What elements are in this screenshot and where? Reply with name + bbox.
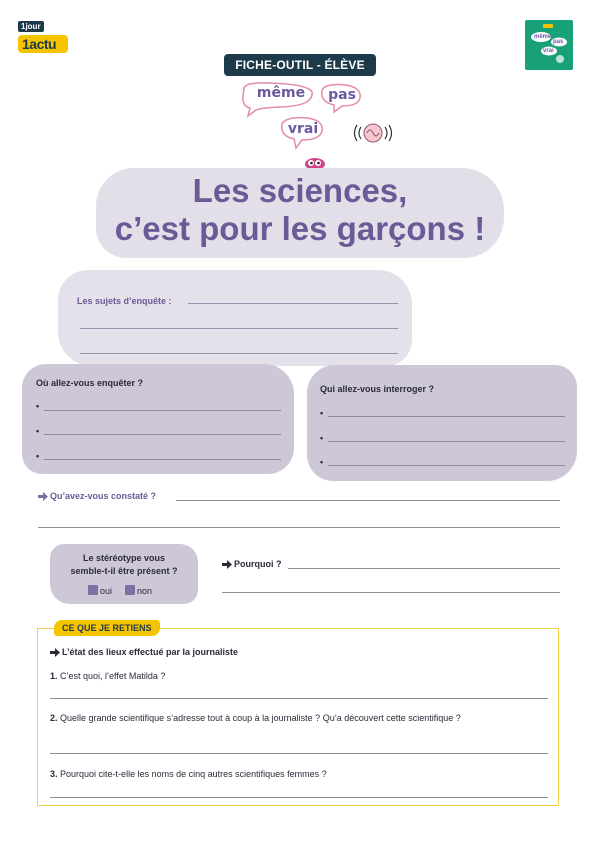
answer-2-line[interactable] <box>50 753 548 754</box>
who-label: Qui allez-vous interroger ? <box>320 384 435 394</box>
thumbnail-text-2: pas <box>553 39 564 45</box>
oui-checkbox[interactable] <box>88 585 98 595</box>
non-checkbox[interactable] <box>125 585 135 595</box>
question-2 <box>50 712 470 725</box>
stereotype-question <box>50 552 198 578</box>
sheet-badge: FICHE-OUTIL - ÉLÈVE <box>224 54 376 76</box>
where-bullet-2: • <box>36 426 40 436</box>
stereotype-line-2: semble-t-il être présent ? <box>70 566 178 576</box>
where-line-1[interactable] <box>44 410 281 411</box>
title-line-2: c’est pour les garçons ! <box>114 210 486 247</box>
where-label: Où allez-vous enquêter ? <box>36 378 144 388</box>
non-label: non <box>137 586 153 596</box>
why-line-1[interactable] <box>288 568 560 569</box>
subjects-panel <box>58 270 412 366</box>
observed-line-2[interactable] <box>38 527 560 528</box>
arrow-right-icon <box>50 648 60 657</box>
where-line-2[interactable] <box>44 434 281 435</box>
bubble-word-2: pas <box>328 87 356 103</box>
why-line-2[interactable] <box>222 592 560 593</box>
where-bullet-1: • <box>36 401 40 411</box>
question-1-text: C’est quoi, l’effet Matilda ? <box>60 671 166 681</box>
who-line-1[interactable] <box>328 416 565 417</box>
subjects-line-2[interactable] <box>80 328 398 329</box>
title-line-1: Les sciences, <box>192 172 408 209</box>
retain-subtitle: L’état des lieux effectué par la journaliste <box>62 647 239 657</box>
question-1 <box>50 670 550 683</box>
question-2-number: 2. <box>50 713 58 723</box>
page-title <box>96 172 504 248</box>
who-line-2[interactable] <box>328 441 565 442</box>
logo-main: 1actu <box>18 35 68 53</box>
answer-1-line[interactable] <box>50 698 548 699</box>
question-1-number: 1. <box>50 671 58 681</box>
stereotype-line-1: Le stéréotype vous <box>82 553 166 563</box>
where-line-3[interactable] <box>44 459 281 460</box>
bubble-word-3: vrai <box>287 121 319 137</box>
question-3-text: Pourquoi cite-t-elle les noms de cinq autres scientifiques femmes ? <box>60 769 327 779</box>
why-label: Pourquoi ? <box>234 559 282 569</box>
thumbnail-text-1: même <box>534 34 552 40</box>
stereotype-options <box>88 585 152 596</box>
question-2-text: Quelle grande scientifique s’adresse tout à coup à la journaliste ? Qu’a découvert cette scientifique ? <box>60 713 461 723</box>
who-bullet-3: • <box>320 457 324 467</box>
thumbnail-text-3: vrai <box>543 48 554 54</box>
logo-top: 1jour <box>18 21 44 32</box>
subjects-line-1[interactable] <box>188 303 398 304</box>
cover-thumbnail <box>525 20 573 70</box>
retain-tab: CE QUE JE RETIENS <box>54 620 160 636</box>
answer-3-line[interactable] <box>50 797 548 798</box>
who-line-3[interactable] <box>328 465 565 466</box>
subjects-line-3[interactable] <box>80 353 398 354</box>
observed-line-1[interactable] <box>176 500 560 501</box>
question-3 <box>50 768 550 781</box>
bubble-word-1: même <box>256 85 306 101</box>
subjects-label: Les sujets d’enquête : <box>77 296 172 306</box>
question-3-number: 3. <box>50 769 58 779</box>
arrow-right-icon <box>222 560 232 569</box>
where-bullet-3: • <box>36 451 40 461</box>
arrow-right-icon <box>38 492 48 501</box>
oui-label: oui <box>100 586 113 596</box>
who-bullet-2: • <box>320 433 324 443</box>
who-bullet-1: • <box>320 408 324 418</box>
logo <box>18 16 68 53</box>
thumbnail-bubbles-icon <box>525 20 573 70</box>
who-panel <box>307 365 577 481</box>
observed-label: Qu’avez-vous constaté ? <box>50 491 157 501</box>
